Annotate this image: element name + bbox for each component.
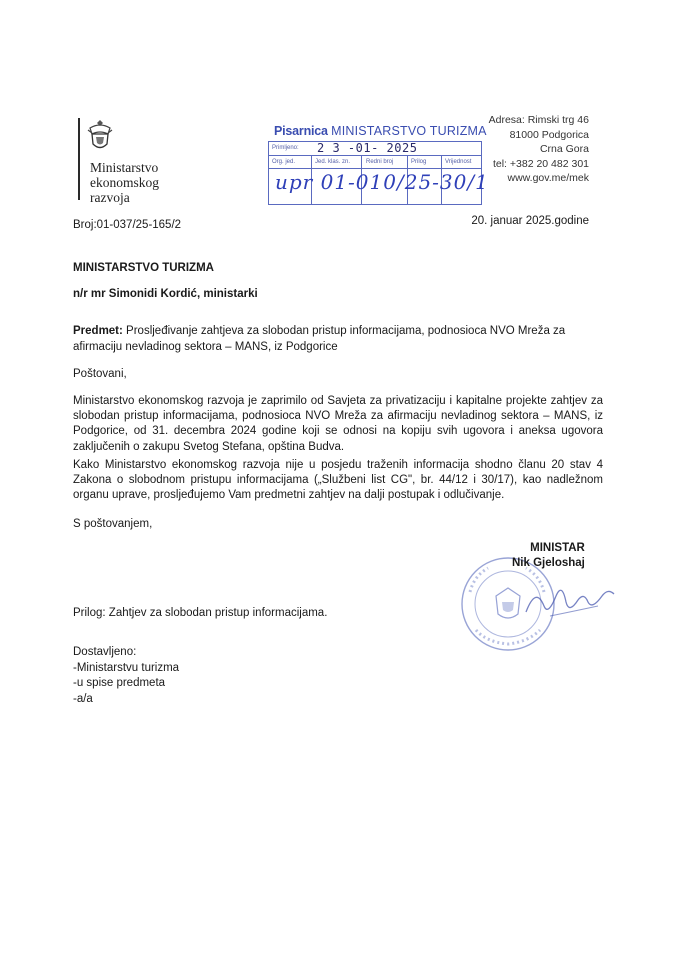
subject-label: Predmet: [73,325,123,337]
body-paragraph: Ministarstvo ekonomskog razvoja je zaprimilo od Savjeta za privatizaciju i kapitalne projekte zahtjev za slobodan pristup informacijama, podnosioca NVO Mreža za afirmaciju nevladinog sektora – MANS, iz Podgorice, od 31. decembra 2024 godine koji se odnosi na kopiju svih ugovora i aneksa ugovora zaključenih o zakupu Svetog Stefana, opština Budva. [73,395,603,453]
signature-icon [520,578,630,628]
logo-divider [78,118,80,200]
recipient: MINISTARSTVO TURIZMA [73,262,214,274]
stamp-col-value: Vrijednost [445,159,472,165]
subject [73,324,603,355]
subject-text: Prosljeđivanje zahtjeva za slobodan pristup informacijama, podnosioca NVO Mreža za afirmaciju nevladinog sektora – MANS, iz Podgorice [73,325,566,353]
document-date: 20. januar 2025.godine [471,215,589,227]
distribution-title: Dostavljeno: [73,646,137,658]
ministry-name [90,160,159,205]
attention-line: n/r mr Simonidi Kordić, ministarki [73,288,258,300]
stamp-col-attach: Prilog [411,159,427,165]
stamp-label: Pisarnica [274,124,328,138]
distribution-list [73,645,179,707]
attachment-note: Prilog: Zahtjev za slobodan pristup informacijama. [73,607,328,619]
closing: S poštovanjem, [73,518,153,530]
stamp-received-date: 2 3 -01- 2025 [317,141,418,155]
stamp-col-org: Org. jed. [272,159,296,165]
address-city: 81000 Podgorica [509,128,589,141]
address-phone: tel: +382 20 482 301 [492,157,589,170]
distribution-item: -a/a [73,692,93,705]
registry-stamp [268,124,489,204]
stamp-title [274,124,487,138]
stamp-received-label: Primljeno: [272,145,299,151]
stamp-table [268,141,489,205]
signer-name: Nik Gjeloshaj [512,557,585,569]
stamp-col-class: Jed. klas. zn. [315,159,351,165]
distribution-item: -u spise predmeta [73,677,166,689]
address-country: Crna Gora [539,143,589,155]
stamp-received-row [269,142,481,156]
signer-block [512,541,585,571]
stamp-header-row [269,156,481,169]
ministry-name-line: Ministarstvo [90,160,159,175]
body-paragraph: Kako Ministarstvo ekonomskog razvoja nije u posjedu traženih informacija shodno članu 20 stav 4 Zakona o slobodnom pristupu informacijama („Službeni list CG", br. 44/12 i 30/17), kao nadležnom organu uprave, prosljeđujemo Vam predmetni zahtjev na dalji postupak i odlučivanje. [73,459,603,502]
stamp-handwritten-number: upr 01-010/25-30/1 [275,170,489,194]
coat-of-arms-icon [86,118,114,154]
ministry-name-line: razvoja [90,190,130,205]
greeting: Poštovani, [73,368,127,380]
document-number: Broj:01-037/25-165/2 [73,219,182,231]
address-web: www.gov.me/mek [507,172,589,184]
ministry-address [489,113,589,186]
distribution-item: -Ministarstvu turizma [73,661,180,674]
ministry-name-line: ekonomskog [90,175,159,190]
stamp-ministry: MINISTARSTVO TURIZMA [331,124,487,138]
stamp-col-reg: Redni broj [366,159,394,165]
address-street: Adresa: Rimski trg 46 [488,114,589,126]
signer-title: MINISTAR [530,542,585,554]
